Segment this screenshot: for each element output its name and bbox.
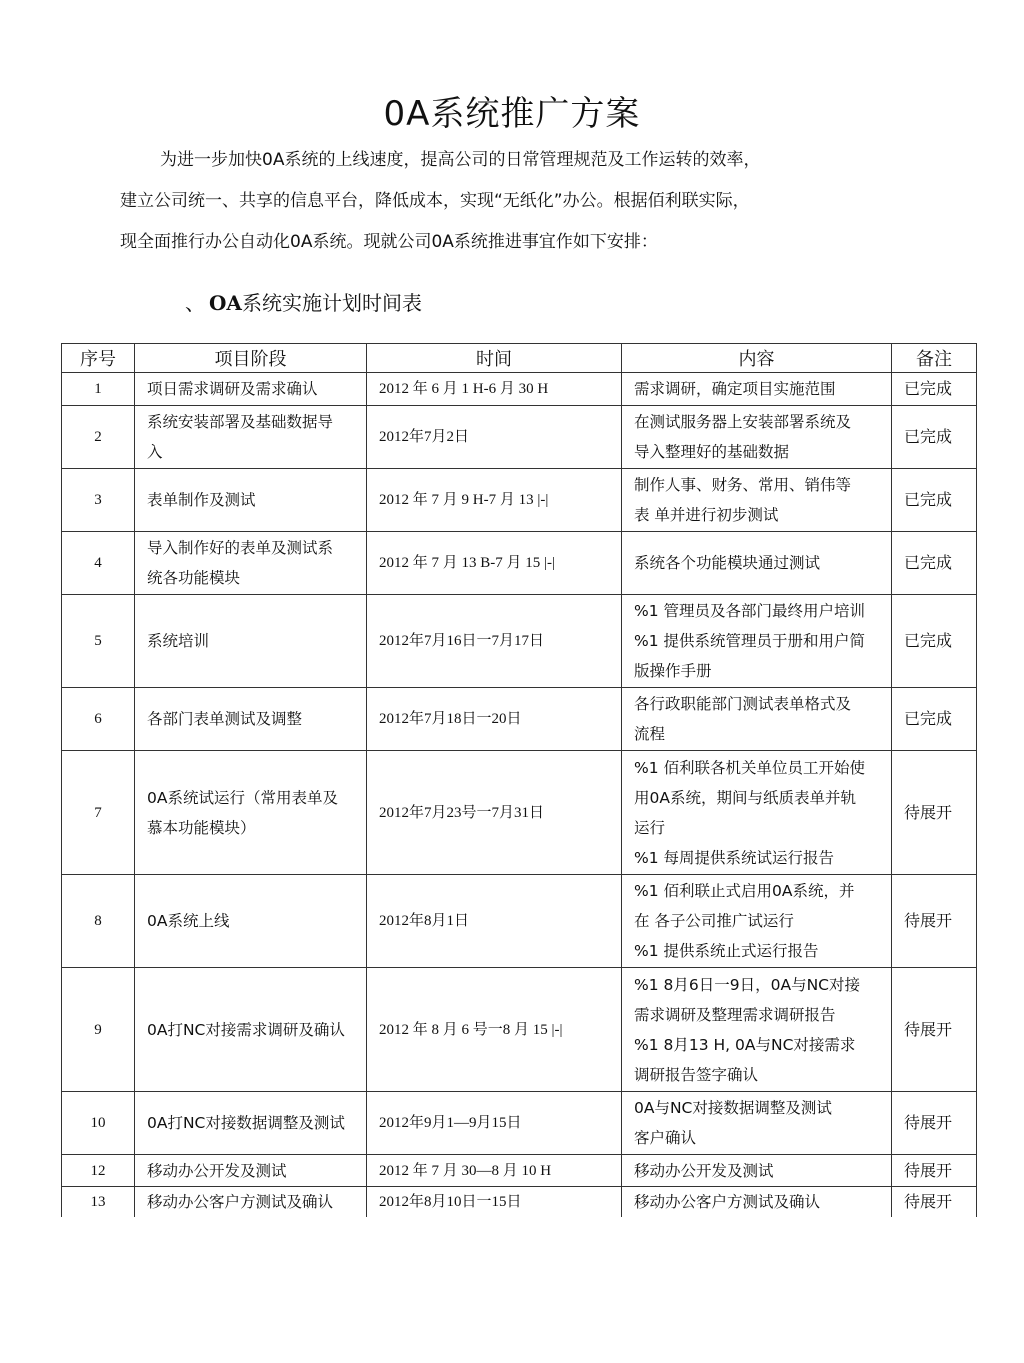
cell-content — [622, 1155, 892, 1187]
table-row — [62, 751, 977, 875]
header-content: 内容 — [622, 344, 892, 373]
cell-content-line: 移动办公开发及测试 — [634, 1161, 774, 1180]
cell-time: 2012 年 7 月 30—8 月 10 H — [367, 1155, 622, 1187]
table-row — [62, 1155, 977, 1187]
cell-content-line: %1 管理员及各部门最终用户培训 — [634, 602, 866, 620]
cell-status: 待展开 — [892, 751, 977, 875]
cell-status: 已完成 — [892, 532, 977, 595]
cell-stage — [135, 875, 367, 968]
cell-content — [622, 373, 892, 406]
cell-status: 待展开 — [892, 1155, 977, 1187]
cell-index: 13 — [62, 1187, 135, 1218]
cell-time: 2012 年 8 月 6 号一8 月 15 |-| — [367, 968, 622, 1092]
cell-stage-line: 各部门表单测试及调整 — [147, 710, 303, 728]
cell-content-line: 移动办公客户方测试及确认 — [634, 1193, 821, 1211]
cell-index: 6 — [62, 688, 135, 751]
cell-index: 9 — [62, 968, 135, 1092]
cell-content-line: 各行政职能部门测试表单格式及 — [634, 695, 852, 713]
cell-stage-line: 0A打NC对接数据调整及测试 — [147, 1114, 345, 1132]
table-row — [62, 1187, 977, 1218]
cell-content — [622, 1092, 892, 1155]
cell-stage — [135, 751, 367, 875]
cell-content-line: %1 佰利联各机关单位员工开始使 — [634, 758, 866, 777]
section-heading-bold: OA — [209, 291, 242, 315]
cell-status: 待展开 — [892, 968, 977, 1092]
cell-status: 已完成 — [892, 595, 977, 688]
cell-stage-line: 慕本功能模块） — [147, 818, 256, 837]
table-row — [62, 1092, 977, 1155]
cell-content-line: 0A与NC对接数据调整及测试 — [634, 1099, 832, 1117]
cell-content-line: %1 佰利联止式启用0A系统，并 — [634, 882, 855, 900]
cell-index: 1 — [62, 373, 135, 406]
cell-content — [622, 688, 892, 751]
cell-content-line: 用0A系统，期间与纸质表单并轨 — [634, 788, 856, 807]
cell-status: 已完成 — [892, 373, 977, 406]
cell-time: 2012年8月10日一15日 — [367, 1187, 622, 1218]
header-note: 备注 — [892, 344, 977, 373]
cell-status: 待展开 — [892, 1187, 977, 1218]
cell-content-line: %1 每周提供系统试运行报告 — [634, 848, 835, 867]
table-row — [62, 532, 977, 595]
cell-stage — [135, 469, 367, 532]
cell-stage — [135, 968, 367, 1092]
cell-time: 2012年9月1—9月15日 — [367, 1092, 622, 1155]
cell-status: 待展开 — [892, 1092, 977, 1155]
cell-content-line: 导入整理好的基础数据 — [634, 443, 790, 461]
cell-index: 3 — [62, 469, 135, 532]
cell-content — [622, 968, 892, 1092]
section-heading — [185, 287, 422, 316]
cell-content-line: 调研报告签字确认 — [634, 1065, 759, 1084]
cell-content-line: %1 8月6日一9日，0A与NC对接 — [634, 975, 860, 994]
document-title: 0A系统推广方案 — [383, 94, 641, 134]
table-row — [62, 688, 977, 751]
schedule-table — [61, 343, 977, 1217]
cell-content-line: 运行 — [634, 818, 666, 837]
cell-content — [622, 751, 892, 875]
cell-stage-line: 系统培训 — [147, 632, 210, 650]
cell-stage — [135, 373, 367, 406]
cell-stage-line: 统各功能模块 — [147, 569, 241, 587]
cell-stage-line: 系统安装部署及基础数据导 — [147, 413, 334, 431]
cell-stage — [135, 532, 367, 595]
cell-stage-line: 移动办公客户方测试及确认 — [147, 1193, 334, 1211]
cell-content — [622, 875, 892, 968]
cell-time: 2012 年 7 月 13 B-7 月 15 |-| — [367, 532, 622, 595]
cell-content-line: 客户确认 — [634, 1129, 697, 1147]
cell-index: 4 — [62, 532, 135, 595]
cell-time: 2012年7月18日一20日 — [367, 688, 622, 751]
cell-content-line: 表 单并进行初步测试 — [634, 506, 779, 524]
intro-line: 现全面推行办公自动化0A系统。现就公司0A系统推进事宜作如下安排： — [120, 232, 658, 252]
cell-content-line: %1 提供系统管理员于册和用户简 — [634, 632, 866, 650]
cell-content-line: 流程 — [634, 725, 666, 743]
cell-content-line: 需求调研及整理需求调研报告 — [634, 1005, 836, 1024]
cell-status: 待展开 — [892, 875, 977, 968]
cell-time: 2012年8月1日 — [367, 875, 622, 968]
cell-stage — [135, 595, 367, 688]
cell-stage — [135, 406, 367, 469]
cell-content — [622, 469, 892, 532]
cell-time: 2012年7月23号一7月31日 — [367, 751, 622, 875]
cell-content-line: 需求调研，确定项目实施范围 — [634, 380, 836, 398]
cell-content — [622, 1187, 892, 1218]
cell-index: 2 — [62, 406, 135, 469]
section-heading-text: 系统实施计划时间表 — [241, 291, 422, 315]
cell-content-line: 在 各子公司推广试运行 — [634, 912, 794, 930]
cell-index: 7 — [62, 751, 135, 875]
cell-content — [622, 595, 892, 688]
cell-stage-line: 项日需求调研及需求确认 — [147, 380, 318, 398]
cell-time: 2012年7月2日 — [367, 406, 622, 469]
cell-stage — [135, 1187, 367, 1218]
cell-stage — [135, 1092, 367, 1155]
header-time: 时间 — [367, 344, 622, 373]
cell-content-line: 版操作手册 — [634, 662, 712, 680]
header-stage: 项目阶段 — [135, 344, 367, 373]
cell-content-line: %1 8月13 H, 0A与NC对接需求 — [634, 1035, 856, 1054]
table-row — [62, 968, 977, 1092]
cell-time: 2012 年 7 月 9 H-7 月 13 |-| — [367, 469, 622, 532]
cell-stage — [135, 1155, 367, 1187]
header-index: 序号 — [62, 344, 135, 373]
cell-stage-line: 表单制作及测试 — [147, 491, 256, 509]
table-row — [62, 406, 977, 469]
table-row — [62, 595, 977, 688]
cell-status: 已完成 — [892, 688, 977, 751]
intro-line: 建立公司统一、共享的信息平台，降低成本，实现“无纸化”办公。根据佰利联实际， — [120, 191, 750, 211]
cell-index: 8 — [62, 875, 135, 968]
table-row — [62, 373, 977, 406]
intro-paragraph — [120, 140, 920, 263]
cell-stage — [135, 688, 367, 751]
cell-stage-line: 入 — [147, 443, 163, 461]
section-prefix: 、 — [185, 291, 205, 315]
table-row — [62, 875, 977, 968]
cell-content-line: 在测试服务器上安装部署系统及 — [634, 413, 852, 431]
cell-content — [622, 532, 892, 595]
cell-time: 2012 年 6 月 1 H-6 月 30 H — [367, 373, 622, 406]
cell-status: 已完成 — [892, 406, 977, 469]
cell-stage-line: 移动办公开发及测试 — [147, 1161, 287, 1180]
cell-stage-line: 0A系统试运行（常用表单及 — [147, 788, 338, 807]
cell-content-line: %1 提供系统止式运行报告 — [634, 942, 819, 960]
cell-content-line: 制作人事、财务、常用、销伟等 — [634, 476, 852, 494]
cell-time: 2012年7月16日一7月17日 — [367, 595, 622, 688]
cell-content — [622, 406, 892, 469]
cell-index: 10 — [62, 1092, 135, 1155]
cell-status: 已完成 — [892, 469, 977, 532]
table-row — [62, 469, 977, 532]
cell-stage-line: 0A打NC对接需求调研及确认 — [147, 1020, 345, 1039]
cell-index: 12 — [62, 1155, 135, 1187]
table-header-row — [62, 344, 977, 373]
cell-index: 5 — [62, 595, 135, 688]
cell-content-line: 系统各个功能模块通过测试 — [634, 554, 821, 572]
cell-stage-line: 0A系统上线 — [147, 912, 230, 930]
cell-stage-line: 导入制作好的表单及测试系 — [147, 539, 334, 557]
intro-line: 为进一步加快0A系统的上线速度，提高公司的日常管理规范及工作运转的效率， — [160, 150, 761, 170]
